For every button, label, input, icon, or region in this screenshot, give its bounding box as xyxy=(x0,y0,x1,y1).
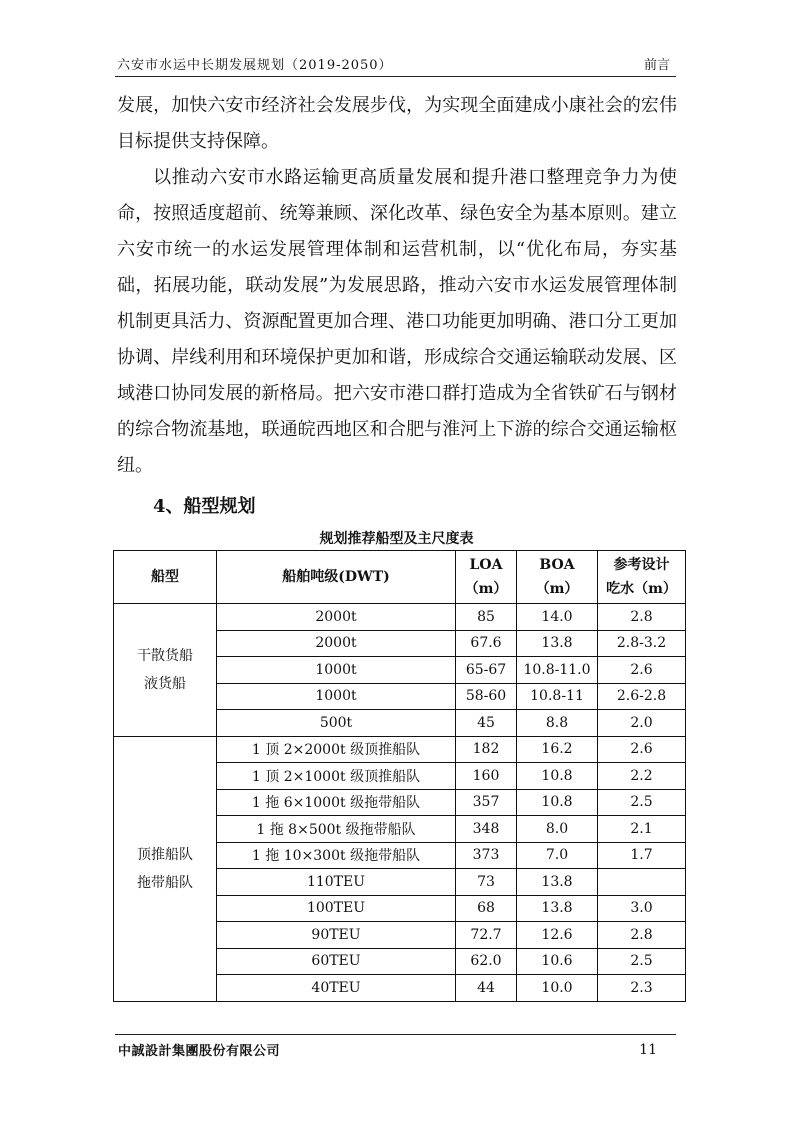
page-header xyxy=(115,52,676,77)
cell-dwt: 500t xyxy=(217,710,456,737)
group-label-line2: 液货船 xyxy=(144,675,186,692)
cell-draft xyxy=(598,869,686,896)
cell-boa: 8.0 xyxy=(517,816,598,843)
group-label-line1: 顶推船队 xyxy=(137,846,193,863)
cell-loa: 44 xyxy=(456,975,517,1002)
cell-dwt: 1 顶 2×2000t 级顶推船队 xyxy=(217,736,456,763)
header-loa xyxy=(456,551,517,604)
cell-draft: 2.2 xyxy=(598,763,686,790)
ship-type-table xyxy=(113,550,686,1002)
cell-dwt: 1000t xyxy=(217,683,456,710)
group-label-cargo xyxy=(114,604,217,737)
cell-dwt: 1 拖 6×1000t 级拖带船队 xyxy=(217,789,456,816)
body-text xyxy=(117,88,677,484)
paragraph-1: 发展，加快六安市经济社会发展步伐，为实现全面建成小康社会的宏伟目标提供支持保障。 xyxy=(117,95,677,152)
cell-draft: 2.8 xyxy=(598,604,686,631)
cell-loa: 62.0 xyxy=(456,948,517,975)
header-draft xyxy=(598,551,686,604)
cell-boa: 13.8 xyxy=(517,630,598,657)
cell-boa: 12.6 xyxy=(517,922,598,949)
cell-loa: 58-60 xyxy=(456,683,517,710)
cell-boa: 7.0 xyxy=(517,842,598,869)
cell-draft: 2.5 xyxy=(598,789,686,816)
cell-loa: 348 xyxy=(456,816,517,843)
cell-dwt: 1000t xyxy=(217,657,456,684)
cell-dwt: 60TEU xyxy=(217,948,456,975)
cell-draft: 2.1 xyxy=(598,816,686,843)
cell-boa: 16.2 xyxy=(517,736,598,763)
cell-dwt: 40TEU xyxy=(217,975,456,1002)
cell-loa: 65-67 xyxy=(456,657,517,684)
cell-dwt: 2000t xyxy=(217,604,456,631)
document-title: 六安市水运中长期发展规划（2019-2050） xyxy=(117,58,393,73)
cell-boa: 14.0 xyxy=(517,604,598,631)
header-boa-unit: （m） xyxy=(535,581,579,597)
cell-dwt: 1 顶 2×1000t 级顶推船队 xyxy=(217,763,456,790)
cell-dwt: 1 拖 8×500t 级拖带船队 xyxy=(217,816,456,843)
header-loa-label: LOA xyxy=(469,557,503,573)
cell-draft: 2.0 xyxy=(598,710,686,737)
cell-loa: 73 xyxy=(456,869,517,896)
cell-draft: 2.8 xyxy=(598,922,686,949)
cell-loa: 72.7 xyxy=(456,922,517,949)
header-dwt: 船舶吨级(DWT) xyxy=(217,551,456,604)
header-ship-type: 船型 xyxy=(114,551,217,604)
cell-draft: 3.0 xyxy=(598,895,686,922)
section-heading: 4、船型规划 xyxy=(153,496,256,517)
table-row xyxy=(114,736,686,763)
cell-loa: 45 xyxy=(456,710,517,737)
cell-loa: 67.6 xyxy=(456,630,517,657)
cell-loa: 357 xyxy=(456,789,517,816)
cell-boa: 10.6 xyxy=(517,948,598,975)
table-caption: 规划推荐船型及主尺度表 xyxy=(319,531,474,547)
group-label-line2: 拖带船队 xyxy=(137,874,193,891)
cell-loa: 373 xyxy=(456,842,517,869)
cell-loa: 182 xyxy=(456,736,517,763)
cell-boa: 10.8-11 xyxy=(517,683,598,710)
header-boa xyxy=(517,551,598,604)
cell-dwt: 100TEU xyxy=(217,895,456,922)
table-row xyxy=(114,604,686,631)
cell-draft: 2.3 xyxy=(598,975,686,1002)
header-draft-unit: 吃水（m） xyxy=(606,581,677,597)
cell-boa: 10.8 xyxy=(517,763,598,790)
cell-draft: 1.7 xyxy=(598,842,686,869)
cell-draft: 2.6-2.8 xyxy=(598,683,686,710)
cell-boa: 8.8 xyxy=(517,710,598,737)
cell-loa: 85 xyxy=(456,604,517,631)
cell-boa: 10.8 xyxy=(517,789,598,816)
cell-draft: 2.6 xyxy=(598,736,686,763)
cell-draft: 2.5 xyxy=(598,948,686,975)
cell-dwt: 1 拖 10×300t 级拖带船队 xyxy=(217,842,456,869)
cell-draft: 2.6 xyxy=(598,657,686,684)
group-label-line1: 干散货船 xyxy=(137,647,193,664)
header-boa-label: BOA xyxy=(539,557,575,573)
cell-loa: 160 xyxy=(456,763,517,790)
section-name: 前言 xyxy=(643,58,670,73)
cell-boa: 10.0 xyxy=(517,975,598,1002)
footer-divider xyxy=(115,1034,676,1035)
paragraph-2: 以推动六安市水路运输更高质量发展和提升港口整理竞争力为使命，按照适度超前、统筹兼顾、深化改革、绿色安全为基本原则。建立六安市统一的水运发展管理体制和运营机制，以“优化布局，夯实基础，拓展功能，联动发展”为发展思路，推动六安市水运发展管理体制机制更具活力、资源配置更加合理、港口功能更加明确、港口分工更加协调、岸线利用和环境保护更加和谐，形成综合交通运输联动发展、区域港口协同发展的新格局。把六安市港口群打造成为全省铁矿石与钢材的综合物流基地，联通皖西地区和合肥与淮河上下游的综合交通运输枢纽。 xyxy=(117,167,677,476)
page-number: 11 xyxy=(639,1042,657,1058)
cell-boa: 13.8 xyxy=(517,869,598,896)
cell-dwt: 2000t xyxy=(217,630,456,657)
cell-dwt: 90TEU xyxy=(217,922,456,949)
table-header-row xyxy=(114,551,686,604)
cell-loa: 68 xyxy=(456,895,517,922)
header-loa-unit: （m） xyxy=(464,581,508,597)
cell-draft: 2.8-3.2 xyxy=(598,630,686,657)
group-label-barge xyxy=(114,736,217,1001)
cell-boa: 10.8-11.0 xyxy=(517,657,598,684)
header-draft-label: 参考设计 xyxy=(613,557,670,573)
cell-dwt: 110TEU xyxy=(217,869,456,896)
cell-boa: 13.8 xyxy=(517,895,598,922)
company-name: 中誠設計集團股份有限公司 xyxy=(118,1044,281,1059)
